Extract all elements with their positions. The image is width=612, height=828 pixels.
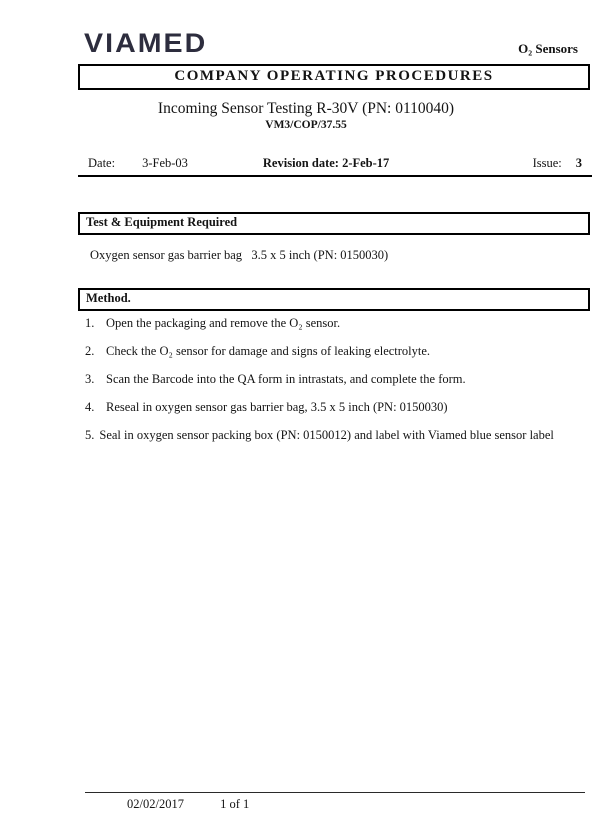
viamed-logo: VIAMED [84,28,208,58]
step-text: Open the packaging and remove the O₂ sensor. [106,316,341,330]
step-text: Scan the Barcode into the QA form in intrastats, and complete the form. [106,372,466,386]
date-value: 3-Feb-03 [142,156,188,170]
method-step [85,372,587,387]
method-step [85,316,587,331]
product-line-label: O₂ Sensors [518,41,578,56]
equipment-item: Oxygen sensor gas barrier bag 3.5 x 5 inch (PN: 0150030) [90,248,389,262]
footer-date: 02/02/2017 [127,797,184,811]
step-number: 4. [85,400,95,414]
issue-value: 3 [575,156,582,170]
meta-row [78,156,592,177]
step-number: 5. [85,428,95,442]
footer-divider [85,792,585,793]
method-step [85,344,587,359]
banner-title: COMPANY OPERATING PROCEDURES [78,64,590,90]
equipment-section-heading: Test & Equipment Required [78,212,590,235]
revision-date [263,156,389,171]
revision-date-label: Revision date: [262,156,339,170]
document-title: Incoming Sensor Testing R-30V (PN: 0110040) [157,100,455,117]
step-number: 3. [85,372,95,386]
revision-date-value: 2-Feb-17 [342,156,390,170]
footer [127,797,249,812]
step-text: Check the O₂ sensor for damage and signs of leaking electrolyte. [106,344,431,358]
method-step [85,400,587,415]
method-step [85,428,587,443]
method-section-heading: Method. [78,288,590,311]
step-number: 2. [85,344,95,358]
step-number: 1. [85,316,95,330]
issue-label: Issue: [532,156,562,170]
document-reference: VM3/COP/37.55 [265,119,347,131]
step-text: Seal in oxygen sensor packing box (PN: 0150012) and label with Viamed blue sensor label [99,428,554,442]
method-steps [85,316,587,456]
step-text: Reseal in oxygen sensor gas barrier bag, 3.5 x 5 inch (PN: 0150030) [106,400,448,414]
date-label: Date: [88,156,116,170]
footer-page-number: 1 of 1 [220,797,250,811]
